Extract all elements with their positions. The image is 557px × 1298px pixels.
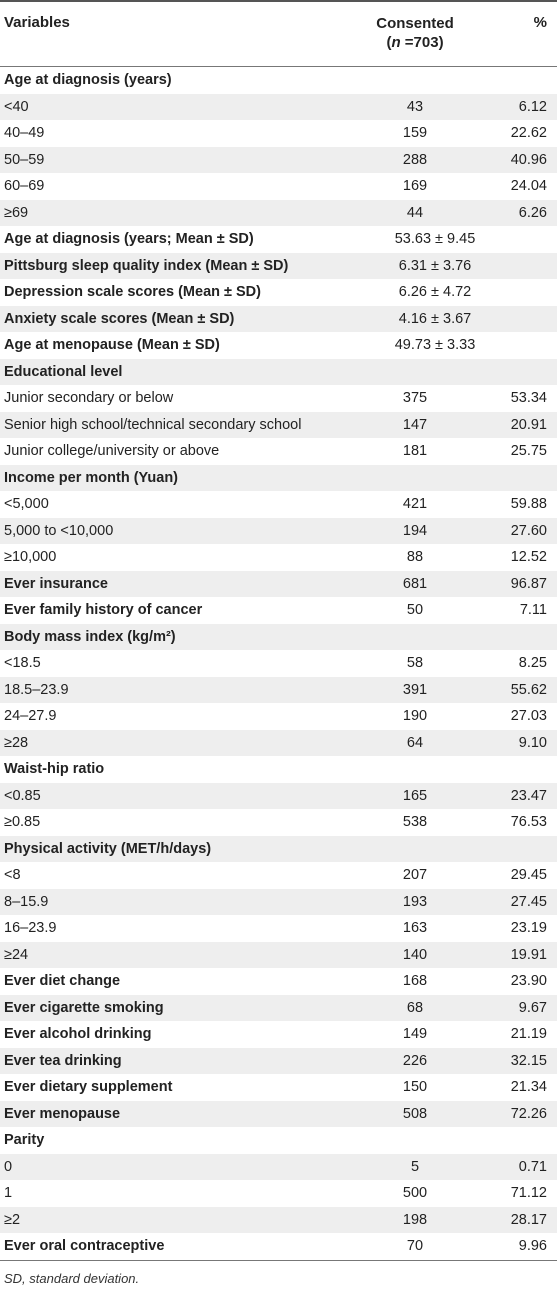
row-label: Ever insurance — [4, 575, 108, 592]
row-percent: 40.96 — [510, 151, 547, 168]
section-header-row — [0, 359, 557, 386]
row-percent: 55.62 — [510, 681, 547, 698]
table-row — [0, 332, 557, 359]
table-row — [0, 253, 557, 280]
row-percent: 27.45 — [510, 893, 547, 910]
row-percent: 0.71 — [518, 1158, 547, 1175]
row-percent: 71.12 — [510, 1185, 547, 1201]
table-row — [0, 306, 557, 333]
row-label: ≥2 — [4, 1211, 21, 1228]
row-count: 5 — [410, 1158, 420, 1175]
row-count: 43 — [406, 98, 424, 115]
row-label: 40–49 — [4, 125, 45, 141]
row-label: Junior college/university or above — [4, 443, 220, 459]
row-label: Junior secondary or below — [4, 390, 174, 406]
header-percent: % — [533, 14, 547, 31]
row-percent: 22.62 — [510, 125, 547, 141]
table-row — [0, 1154, 557, 1181]
row-label: Educational level — [4, 363, 123, 380]
row-mean-sd: 6.31 ± 3.76 — [398, 257, 472, 274]
row-count: 88 — [406, 549, 424, 565]
row-label: 1 — [4, 1185, 13, 1201]
table-row — [0, 200, 557, 227]
header-n-italic: n — [391, 34, 401, 51]
table-row — [0, 1233, 557, 1260]
row-percent: 96.87 — [510, 575, 547, 592]
table-row — [0, 544, 557, 571]
row-percent: 8.25 — [518, 655, 547, 671]
table-row — [0, 730, 557, 757]
table-row — [0, 783, 557, 810]
table-row — [0, 94, 557, 121]
section-header-row — [0, 624, 557, 651]
row-count: 181 — [402, 443, 428, 459]
section-header-row — [0, 465, 557, 492]
row-count: 169 — [402, 178, 428, 194]
row-count: 421 — [402, 496, 428, 512]
row-count: 193 — [402, 893, 428, 910]
table-row — [0, 491, 557, 518]
row-label: 16–23.9 — [4, 920, 57, 936]
row-label: Age at diagnosis (years) — [4, 72, 172, 88]
row-count: 64 — [406, 734, 424, 751]
row-label: 50–59 — [4, 151, 45, 168]
header-n-value: =703) — [400, 34, 444, 51]
row-label: Ever menopause — [4, 1105, 121, 1122]
row-count: 163 — [402, 920, 428, 936]
row-percent: 25.75 — [510, 443, 547, 459]
row-percent: 72.26 — [510, 1105, 547, 1122]
row-label: Age at diagnosis (years; Mean ± SD) — [4, 231, 254, 247]
row-count: 207 — [402, 867, 428, 883]
table-row — [0, 1180, 557, 1207]
row-percent: 29.45 — [510, 867, 547, 883]
row-count: 68 — [406, 999, 424, 1016]
header-consented-title: Consented — [376, 15, 454, 32]
table-row — [0, 226, 557, 253]
row-label: ≥28 — [4, 734, 29, 751]
row-mean-sd: 4.16 ± 3.67 — [398, 310, 472, 327]
row-count: 140 — [402, 946, 428, 963]
row-label: Anxiety scale scores (Mean ± SD) — [4, 310, 235, 327]
row-label: ≥24 — [4, 946, 29, 963]
table-row — [0, 650, 557, 677]
row-count: 150 — [402, 1079, 428, 1095]
table-row — [0, 968, 557, 995]
row-label: Pittsburg sleep quality index (Mean ± SD) — [4, 257, 289, 274]
table-row — [0, 120, 557, 147]
row-count: 44 — [406, 204, 424, 221]
row-label: <18.5 — [4, 655, 41, 671]
table-row — [0, 279, 557, 306]
row-label: 24–27.9 — [4, 708, 57, 724]
row-percent: 24.04 — [510, 178, 547, 194]
row-label: 0 — [4, 1158, 13, 1175]
table-header — [0, 2, 557, 67]
table-row — [0, 915, 557, 942]
row-label: Senior high school/technical secondary school — [4, 416, 302, 433]
row-percent: 23.19 — [510, 920, 547, 936]
row-count: 190 — [402, 708, 428, 724]
table-body — [0, 67, 557, 1261]
row-label: Parity — [4, 1132, 45, 1148]
table-row — [0, 809, 557, 836]
row-label: <40 — [4, 98, 29, 115]
row-label: Income per month (Yuan) — [4, 469, 179, 486]
row-mean-sd: 6.26 ± 4.72 — [398, 284, 472, 300]
row-count: 194 — [402, 522, 428, 539]
row-count: 198 — [402, 1211, 428, 1228]
table-row — [0, 385, 557, 412]
table-row — [0, 1021, 557, 1048]
row-label: Ever tea drinking — [4, 1052, 122, 1069]
row-label: Physical activity (MET/h/days) — [4, 840, 212, 857]
row-count: 375 — [402, 390, 428, 406]
row-percent: 23.90 — [510, 973, 547, 989]
table-row — [0, 942, 557, 969]
row-label: ≥0.85 — [4, 814, 41, 830]
row-count: 500 — [402, 1185, 428, 1201]
row-percent: 7.11 — [519, 602, 547, 618]
row-count: 147 — [402, 416, 428, 433]
row-percent: 9.67 — [518, 999, 547, 1016]
row-label: Body mass index (kg/m²) — [4, 628, 176, 645]
table-row — [0, 597, 557, 624]
row-count: 226 — [402, 1052, 428, 1069]
table-row — [0, 1074, 557, 1101]
table-row — [0, 1207, 557, 1234]
table-row — [0, 862, 557, 889]
row-count: 159 — [402, 125, 428, 141]
row-percent: 6.12 — [518, 98, 547, 115]
row-label: <0.85 — [4, 787, 41, 804]
row-percent: 28.17 — [510, 1211, 547, 1228]
row-label: 60–69 — [4, 178, 45, 194]
row-percent: 53.34 — [510, 390, 547, 406]
table-footnote: SD, standard deviation. — [4, 1270, 140, 1286]
row-label: Ever family history of cancer — [4, 602, 203, 618]
row-label: Ever diet change — [4, 973, 121, 989]
table-row — [0, 677, 557, 704]
table-row — [0, 995, 557, 1022]
table-row — [0, 438, 557, 465]
row-percent: 27.60 — [510, 522, 547, 539]
section-header-row — [0, 756, 557, 783]
row-count: 168 — [402, 973, 428, 989]
row-label: Ever oral contraceptive — [4, 1238, 165, 1254]
row-percent: 21.34 — [510, 1079, 547, 1095]
row-label: 5,000 to <10,000 — [4, 522, 114, 539]
row-count: 391 — [402, 681, 428, 698]
table-row — [0, 571, 557, 598]
table-row — [0, 518, 557, 545]
row-count: 508 — [402, 1105, 428, 1122]
table-row — [0, 1048, 557, 1075]
table-row — [0, 889, 557, 916]
row-label: Ever alcohol drinking — [4, 1026, 152, 1042]
row-count: 288 — [402, 151, 428, 168]
row-percent: 23.47 — [510, 787, 547, 804]
table-row — [0, 703, 557, 730]
header-consented-n — [360, 33, 470, 52]
row-label: Ever dietary supplement — [4, 1079, 173, 1095]
table-row — [0, 412, 557, 439]
row-label: Age at menopause (Mean ± SD) — [4, 337, 220, 353]
row-percent: 9.96 — [518, 1238, 547, 1254]
row-mean-sd: 49.73 ± 3.33 — [394, 337, 476, 353]
row-label: Ever cigarette smoking — [4, 999, 164, 1016]
header-paren: ( — [386, 34, 392, 51]
row-percent: 19.91 — [510, 946, 547, 963]
row-label: 8–15.9 — [4, 893, 49, 910]
row-count: 165 — [402, 787, 428, 804]
table-row — [0, 147, 557, 174]
row-percent: 76.53 — [510, 814, 547, 830]
row-percent: 20.91 — [510, 416, 547, 433]
table-row — [0, 1101, 557, 1128]
row-label: 18.5–23.9 — [4, 681, 69, 698]
row-percent: 27.03 — [510, 708, 547, 724]
row-percent: 9.10 — [518, 734, 547, 751]
row-label: ≥10,000 — [4, 549, 57, 565]
header-consented — [360, 14, 470, 52]
row-count: 50 — [406, 602, 424, 618]
row-label: Waist-hip ratio — [4, 761, 105, 777]
row-label: <5,000 — [4, 496, 49, 512]
row-label: Depression scale scores (Mean ± SD) — [4, 284, 261, 300]
row-count: 58 — [406, 655, 424, 671]
row-percent: 12.52 — [510, 549, 547, 565]
row-count: 538 — [402, 814, 428, 830]
row-percent: 59.88 — [510, 496, 547, 512]
row-label: <8 — [4, 867, 21, 883]
row-percent: 32.15 — [510, 1052, 547, 1069]
section-header-row — [0, 836, 557, 863]
header-variables: Variables — [4, 14, 70, 31]
table-row — [0, 173, 557, 200]
row-percent: 6.26 — [518, 204, 547, 221]
section-header-row — [0, 67, 557, 94]
row-count: 70 — [406, 1238, 424, 1254]
row-label: ≥69 — [4, 204, 29, 221]
row-count: 681 — [402, 575, 428, 592]
row-mean-sd: 53.63 ± 9.45 — [394, 231, 476, 247]
row-percent: 21.19 — [510, 1026, 547, 1042]
section-header-row — [0, 1127, 557, 1154]
row-count: 149 — [402, 1026, 428, 1042]
